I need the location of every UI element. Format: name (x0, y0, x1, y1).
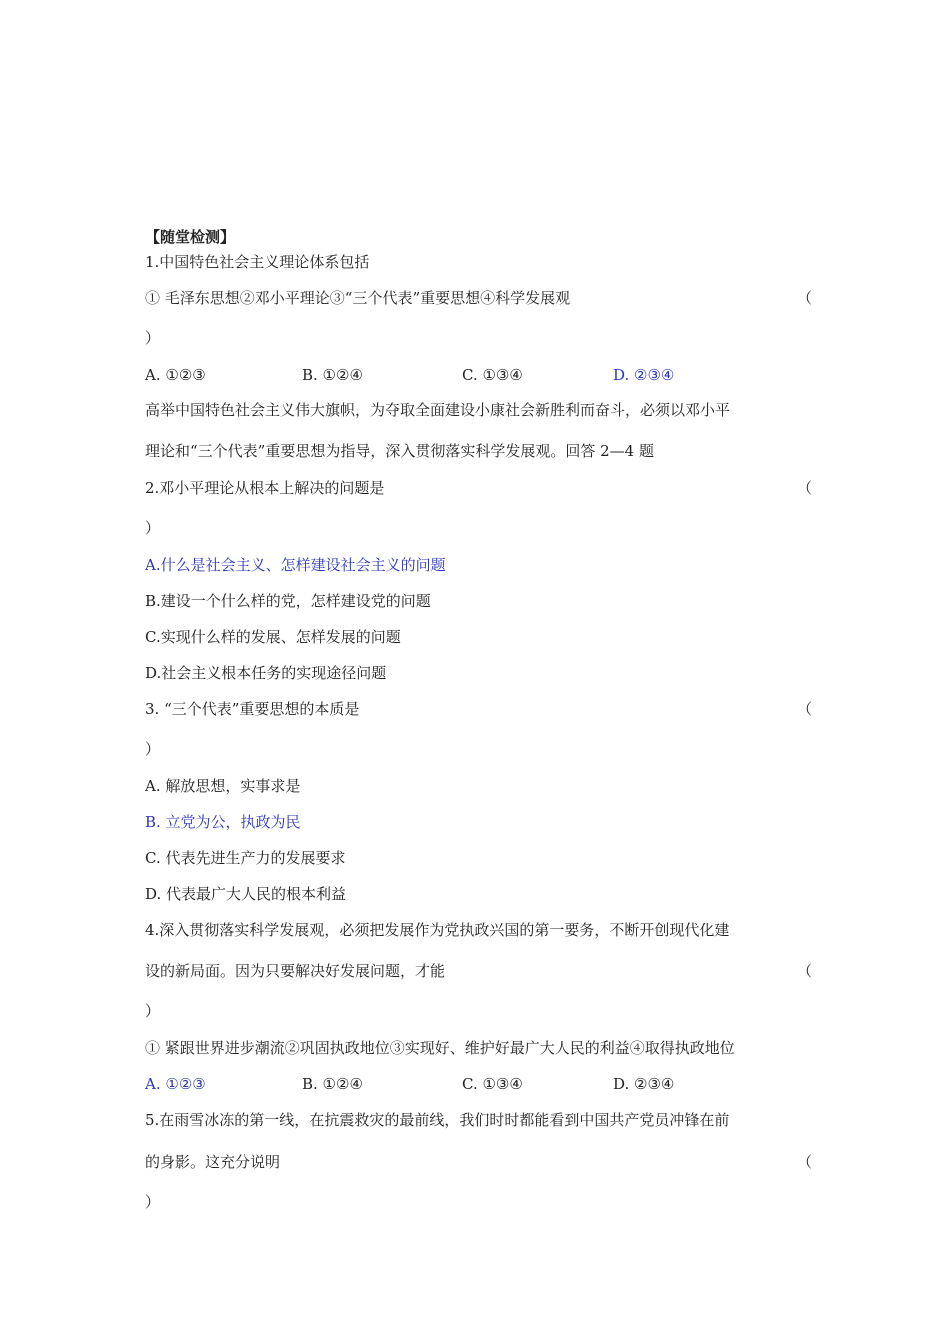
q1-items: ① 毛泽东思想②邓小平理论③“三个代表”重要思想④科学发展观 (145, 289, 571, 307)
q4-paren-close: ） (145, 1002, 161, 1020)
q1-option-c: C. ①③④ (462, 366, 523, 384)
q4-option-d: D. ②③④ (613, 1075, 675, 1093)
q4-items: ① 紧跟世界进步潮流②巩固执政地位③实现好、维护好最广大人民的利益④取得执政地位 (145, 1039, 735, 1057)
q1-option-b: B. ①②④ (302, 366, 363, 384)
q2-option-b: B.建设一个什么样的党，怎样建设党的问题 (145, 592, 431, 610)
q2-option-a: A.什么是社会主义、怎样建设社会主义的问题 (145, 556, 446, 574)
q5-paren-close: ） (145, 1193, 161, 1211)
q1-option-a: A. ①②③ (145, 366, 206, 384)
q3-paren-close: ） (145, 740, 161, 758)
q2-stem: 2.邓小平理论从根本上解决的问题是 (145, 479, 385, 497)
q1-paren-open: （ (797, 289, 813, 307)
q3-paren-open: （ (797, 700, 813, 718)
q1-option-d: D. ②③④ (613, 366, 675, 384)
q2-paren-open: （ (797, 479, 813, 497)
q5-stem-line-2: 的身影。这充分说明 (145, 1153, 281, 1171)
intro-line-2: 理论和“三个代表”重要思想为指导，深入贯彻落实科学发展观。回答 2—4 题 (145, 442, 654, 460)
q4-stem-line-2: 设的新局面。因为只要解决好发展问题，才能 (145, 962, 446, 980)
section-heading: 【随堂检测】 (145, 228, 236, 246)
q4-option-c: C. ①③④ (462, 1075, 523, 1093)
q1-paren-close: ） (145, 329, 161, 347)
q5-paren-open: （ (797, 1153, 813, 1171)
q2-option-c: C.实现什么样的发展、怎样发展的问题 (145, 628, 401, 646)
q5-stem-line-1: 5.在雨雪冰冻的第一线，在抗震救灾的最前线，我们时时都能看到中国共产党员冲锋在前 (145, 1111, 730, 1129)
q4-stem-line-1: 4.深入贯彻落实科学发展观，必须把发展作为党执政兴国的第一要务，不断开创现代化建 (145, 921, 730, 939)
q1-stem: 1.中国特色社会主义理论体系包括 (145, 253, 370, 271)
q4-option-a: A. ①②③ (145, 1075, 206, 1093)
q3-option-a: A. 解放思想，实事求是 (145, 777, 301, 795)
q3-option-d: D. 代表最广大人民的根本利益 (145, 885, 347, 903)
q2-option-d: D.社会主义根本任务的实现途径问题 (145, 664, 387, 682)
q4-option-b: B. ①②④ (302, 1075, 363, 1093)
q2-paren-close: ） (145, 519, 161, 537)
q3-option-b: B. 立党为公，执政为民 (145, 813, 301, 831)
q4-paren-open: （ (797, 962, 813, 980)
intro-line-1: 高举中国特色社会主义伟大旗帜，为夺取全面建设小康社会新胜利而奋斗，必须以邓小平 (145, 401, 731, 419)
q3-option-c: C. 代表先进生产力的发展要求 (145, 849, 346, 867)
q3-stem: 3. “三个代表”重要思想的本质是 (145, 700, 360, 718)
